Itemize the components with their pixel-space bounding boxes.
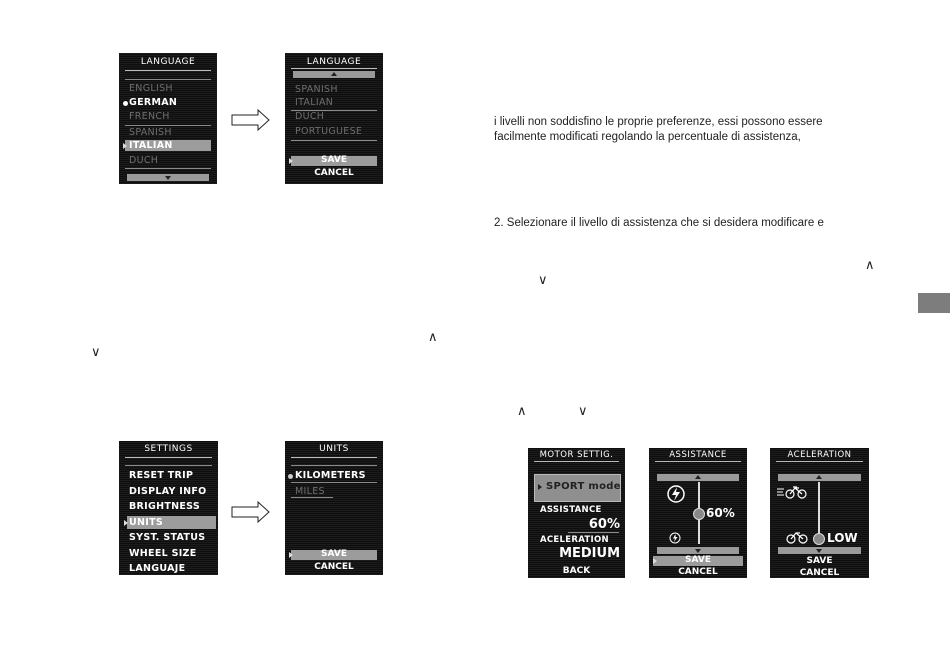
chevron-down-icon — [816, 549, 822, 553]
down-arrow-icon: ∨ — [578, 404, 588, 419]
divider — [776, 461, 863, 462]
language-screen-2 — [285, 53, 383, 184]
arrow-right-icon — [231, 501, 271, 523]
language-option-spanish[interactable]: SPANISH — [295, 84, 338, 95]
save-button[interactable]: SAVE — [321, 155, 347, 165]
cancel-button[interactable]: CANCEL — [678, 567, 718, 577]
step-2-text: 2. Selezionare il livello di assistenza che si desidera modificare e — [494, 217, 824, 229]
unit-option-kilometers[interactable]: KILOMETERS — [295, 470, 366, 481]
screen-title: MOTOR SETTIG. — [539, 450, 614, 460]
selected-bullet-icon — [288, 474, 293, 479]
slow-bike-icon — [786, 532, 808, 544]
divider — [125, 70, 211, 71]
sport-mode-label: SPORT mode — [546, 481, 621, 492]
screen-title: LANGUAGE — [306, 57, 362, 67]
menu-item-syst-status[interactable]: SYST. STATUS — [129, 532, 206, 543]
acceleration-label: ACELERATION — [540, 535, 609, 545]
back-button[interactable]: BACK — [562, 566, 591, 576]
chevron-up-icon — [816, 475, 822, 479]
language-option-duch[interactable]: DUCH — [129, 155, 159, 166]
scroll-down-button[interactable] — [778, 547, 861, 554]
level-slider-knob[interactable] — [813, 533, 825, 545]
divider — [291, 497, 333, 498]
language-option-italian[interactable]: ITALIAN — [295, 97, 334, 108]
save-button[interactable]: SAVE — [685, 555, 711, 565]
assistance-screen — [649, 448, 747, 578]
units-screen — [285, 441, 383, 575]
up-arrow-icon: ∧ — [865, 258, 875, 273]
acceleration-screen — [770, 448, 869, 578]
up-arrow-icon: ∧ — [428, 330, 438, 345]
acceleration-value[interactable]: MEDIUM — [559, 546, 620, 561]
divider — [291, 140, 377, 141]
divider — [534, 461, 619, 462]
divider — [291, 465, 377, 466]
pointer-icon — [123, 143, 127, 149]
chevron-down-icon — [165, 176, 171, 180]
scroll-up-button[interactable] — [293, 71, 375, 78]
screen-title: UNITS — [319, 444, 349, 454]
cancel-button[interactable]: CANCEL — [799, 568, 840, 578]
divider — [125, 168, 211, 169]
arrow-right-icon — [231, 109, 271, 131]
chevron-up-icon — [695, 475, 701, 479]
assistance-label: ASSISTANCE — [540, 505, 602, 515]
scroll-down-button[interactable] — [127, 174, 209, 181]
unit-option-miles[interactable]: MILES — [295, 486, 325, 497]
fast-bike-icon — [776, 485, 808, 499]
menu-item-units[interactable]: UNITS — [129, 517, 164, 528]
language-option-french[interactable]: FRENCH — [129, 111, 170, 122]
scroll-down-button[interactable] — [657, 547, 739, 554]
down-arrow-icon: ∨ — [538, 273, 548, 288]
language-option-english[interactable]: ENGLISH — [129, 83, 173, 94]
pointer-icon — [124, 520, 128, 526]
down-arrow-icon: ∨ — [91, 345, 101, 360]
selected-bullet-icon — [123, 101, 128, 106]
acceleration-level: LOW — [827, 531, 858, 545]
divider — [291, 457, 377, 458]
menu-item-brightness[interactable]: BRIGHTNESS — [129, 501, 201, 512]
save-button[interactable]: SAVE — [321, 549, 347, 559]
chevron-down-icon — [695, 549, 701, 553]
up-arrow-icon: ∧ — [517, 404, 527, 419]
chapter-tab — [918, 293, 950, 313]
boost-high-icon — [666, 484, 686, 504]
assistance-value[interactable]: 60% — [588, 517, 620, 532]
paragraph-line: facilmente modificati regolando la percentuale di assistenza, — [494, 131, 801, 143]
pointer-icon — [538, 484, 542, 490]
menu-item-languaje[interactable]: LANGUAJE — [129, 563, 186, 574]
cancel-button[interactable]: CANCEL — [314, 562, 354, 572]
screen-title: ASSISTANCE — [669, 450, 727, 460]
menu-item-reset-trip[interactable]: RESET TRIP — [129, 470, 194, 481]
divider — [655, 461, 741, 462]
language-option-spanish[interactable]: SPANISH — [129, 127, 172, 138]
paragraph-line: i livelli non soddisfino le proprie preferenze, essi possono essere — [494, 116, 823, 128]
divider — [291, 68, 377, 69]
level-slider-knob[interactable] — [693, 508, 705, 520]
settings-screen — [119, 441, 218, 575]
language-screen-1 — [119, 53, 217, 184]
chevron-up-icon — [331, 72, 337, 76]
language-option-duch[interactable]: DUCH — [295, 111, 325, 122]
language-option-italian[interactable]: ITALIAN — [129, 140, 173, 151]
assistance-percent: 60% — [706, 506, 735, 520]
cancel-button[interactable]: CANCEL — [314, 168, 354, 178]
language-option-portuguese[interactable]: PORTUGUESE — [295, 126, 363, 137]
divider — [125, 79, 211, 80]
menu-item-wheel-size[interactable]: WHEEL SIZE — [129, 548, 197, 559]
divider — [291, 482, 377, 483]
language-option-german[interactable]: GERMAN — [129, 97, 178, 108]
scroll-up-button[interactable] — [657, 474, 739, 481]
screen-title: LANGUAGE — [140, 57, 196, 67]
save-button[interactable]: SAVE — [806, 556, 833, 566]
motor-settings-screen — [528, 448, 625, 578]
menu-item-display-info[interactable]: DISPLAY INFO — [129, 486, 207, 497]
divider — [125, 457, 212, 458]
divider — [568, 532, 619, 533]
divider — [125, 465, 212, 466]
boost-low-icon — [669, 532, 681, 544]
scroll-up-button[interactable] — [778, 474, 861, 481]
divider — [125, 125, 211, 126]
screen-title: SETTINGS — [144, 444, 193, 454]
screen-title: ACELERATION — [787, 450, 852, 460]
